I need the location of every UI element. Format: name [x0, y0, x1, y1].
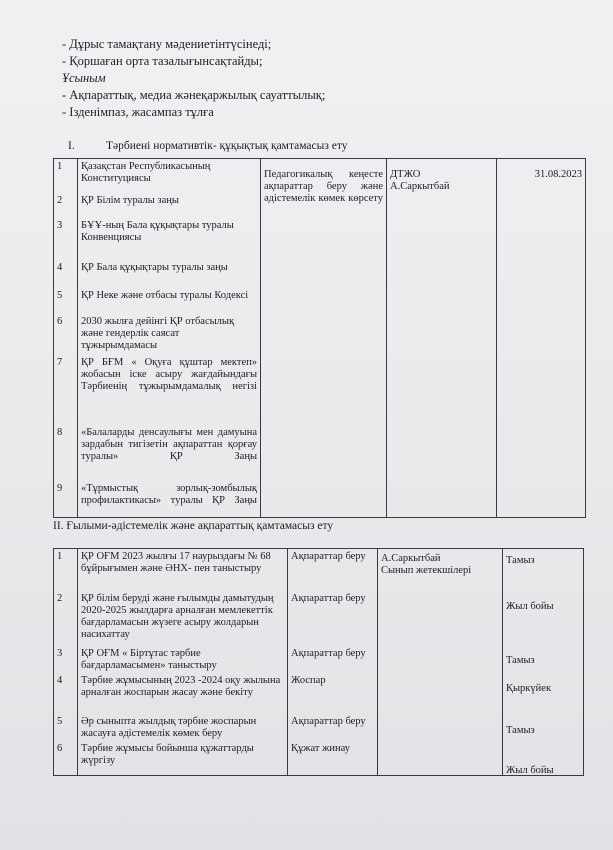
section1-heading [68, 140, 348, 152]
date-item: Қыркүйек [506, 683, 552, 694]
responsible-name: А.Саркытбай [390, 181, 450, 192]
date-item: Жыл бойы [506, 601, 554, 612]
date-item: Тамыз [506, 555, 535, 566]
form-item: Жоспар [291, 675, 326, 686]
item-number: 9 [57, 483, 63, 494]
section1-number: I. [68, 140, 75, 152]
document-item: 2030 жылға дейінгі ҚР отбасылық және гендерлік саясат тұжырымдамасы [81, 316, 235, 351]
document-item: Қазақстан Республикасының Конституциясы [81, 161, 211, 184]
activity-item: ҚР ОҒМ « Біртұтас тәрбие бағдарламасымен» таныстыру [81, 648, 217, 671]
form-item: Ақпараттар беру [291, 648, 366, 659]
intro-recommendation-label: Ұсыным [62, 71, 106, 85]
section2-heading: ІІ. Ғылыми-әдістемелік және ақпараттық қамтамасыз ету [53, 520, 334, 532]
activity-item: ҚР білім беруді және ғылымды дамытудың 2020-2025 жылдарға арналған мемлекеттік бағдарламасын жүзеге асыру жолдарын насихаттау [81, 593, 274, 640]
intro-line: - Қоршаған орта тазалығынсақтайды; [62, 54, 263, 68]
document-item: ҚР Неке және отбасы туралы Кодексі [81, 290, 249, 301]
item-number: 6 [57, 743, 63, 754]
item-number: 5 [57, 290, 63, 301]
date-item: Тамыз [506, 655, 535, 666]
intro-list [62, 36, 325, 121]
section2-activity-column [78, 549, 288, 776]
item-number: 1 [57, 551, 63, 562]
section2-date-column [503, 549, 584, 776]
date-text: 31.08.2023 [534, 169, 582, 180]
section1-document-column [78, 159, 261, 518]
form-item: Ақпараттар беру [291, 551, 366, 562]
document-item: «Тұрмыстық зорлық-зомбылық профилактикасы» туралы ҚР Заңы [81, 483, 257, 506]
date-item: Жыл бойы [506, 765, 554, 776]
item-number: 1 [57, 161, 63, 172]
item-number: 8 [57, 427, 63, 438]
section2-table [53, 548, 584, 776]
item-number: 2 [57, 195, 63, 206]
activity-item: ҚР ОҒМ 2023 жылғы 17 наурыздағы № 68 бұйрығымен және ӘНХ- пен таныстыру [81, 551, 271, 574]
date-item: Тамыз [506, 725, 535, 736]
document-item: «Балаларды денсаулығы мен дамуына зардабын тигізетін ақпараттан қорғау туралы» ҚР Заңы [81, 427, 257, 462]
section1-responsible-cell [387, 159, 497, 518]
intro-line: - Ақпараттық, медиа жәнеқаржылық сауаттылық; [62, 88, 326, 102]
activity-item: Тәрбие жұмысының 2023 -2024 оқу жылына арналған жоспарын жасау және бекіту [81, 675, 281, 698]
item-number: 4 [57, 262, 63, 273]
form-item: Құжат жинау [291, 743, 350, 754]
activity-item: Әр сыныпта жылдық тәрбие жоспарын жасауға әдістемелік көмек беру [81, 716, 257, 739]
item-number: 6 [57, 316, 63, 327]
item-number: 7 [57, 357, 63, 368]
section1-title: Тәрбиені нормативтік- құқықтық қамтамасыз ету [106, 140, 348, 152]
activity-item: Тәрбие жұмысы бойынша құжаттарды жүргізу [81, 743, 254, 766]
form-item: Ақпараттар беру [291, 593, 366, 604]
section1-table [53, 158, 586, 518]
item-number: 3 [57, 648, 63, 659]
item-number: 4 [57, 675, 63, 686]
item-number: 2 [57, 593, 63, 604]
responsible-group: Сынып жетекшілері [381, 565, 472, 576]
section1-form-cell [261, 159, 387, 518]
intro-line: - Ізденімпаз, жасампаз тұлға [62, 105, 214, 119]
document-item: ҚР Бала құқықтары туралы заңы [81, 262, 228, 273]
item-number: 3 [57, 220, 63, 231]
section2-form-column [288, 549, 378, 776]
section1-date-cell [497, 159, 586, 518]
section2-responsible-cell [378, 549, 503, 776]
intro-line: - Дұрыс тамақтану мәдениетінтүсінеді; [62, 37, 272, 51]
form-item: Ақпараттар беру [291, 716, 366, 727]
responsible-position: ДТЖО [390, 169, 421, 180]
document-item: ҚР БҒМ « Оқуға құштар мектеп» жобасын іске асыру жағдайындағы Тәрбиенің тұжырымдамалық негізі [81, 357, 257, 392]
document-item: ҚР Білім туралы заңы [81, 195, 179, 206]
responsible-name: А.Саркытбай [381, 553, 441, 564]
section1-num-column [54, 159, 78, 518]
section2-num-column [54, 549, 78, 776]
document-item: БҰҰ-ның Бала құқықтары туралы Конвенциясы [81, 220, 234, 243]
item-number: 5 [57, 716, 63, 727]
form-text: Педагогикалық кеңесте ақпараттар беру және әдістемелік көмек көрсету [264, 169, 383, 204]
